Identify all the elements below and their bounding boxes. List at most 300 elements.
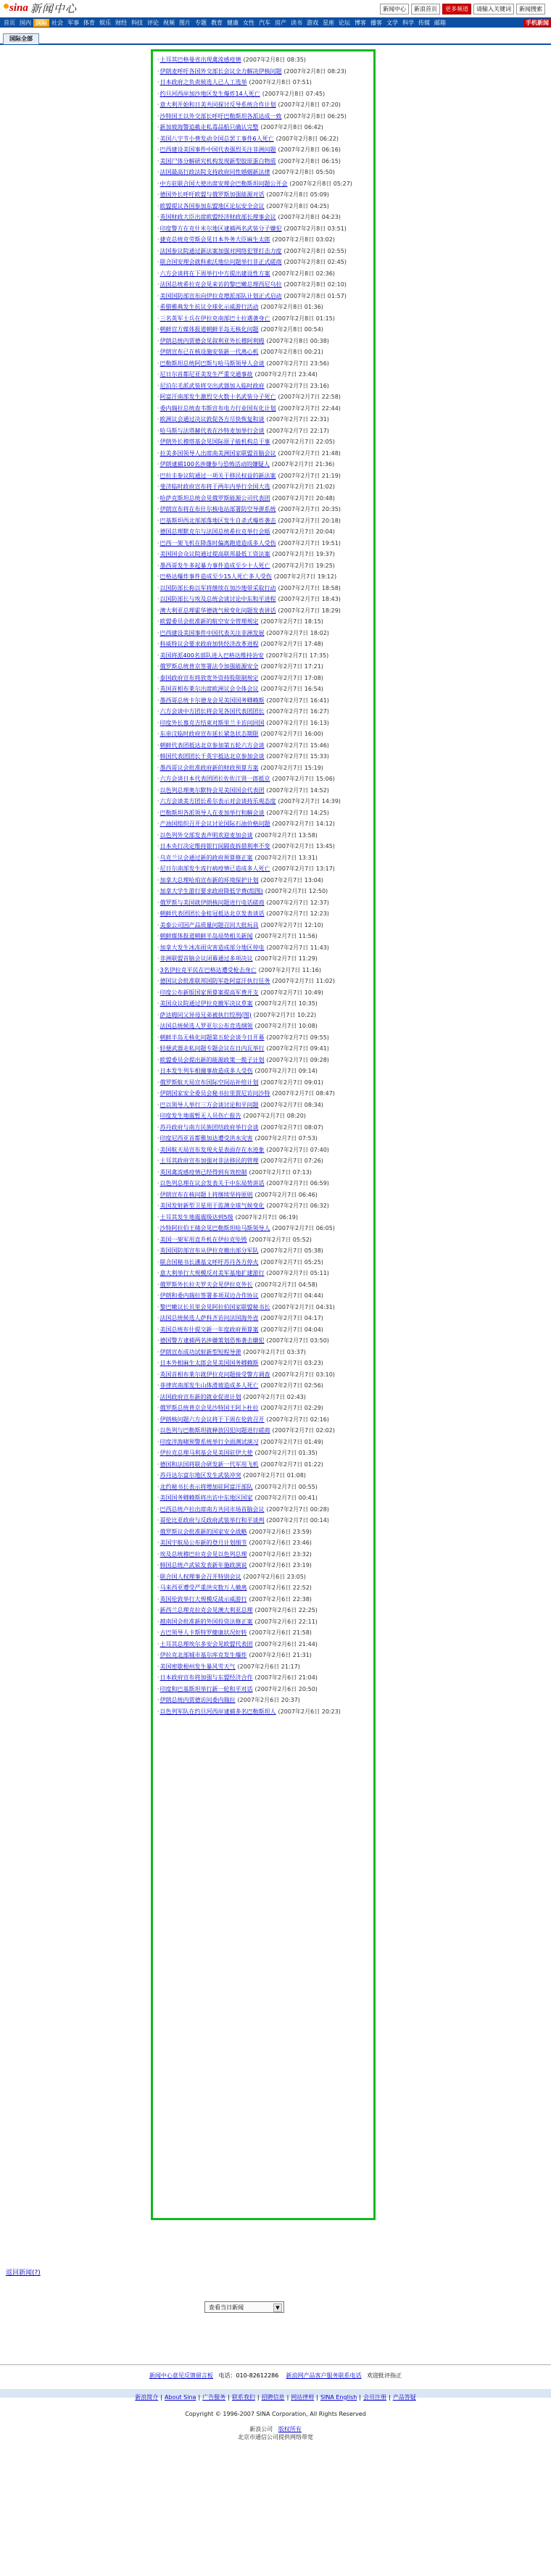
- news-title-link[interactable]: 越南国会批准新的外国投资法修正案: [160, 1618, 253, 1625]
- news-item: [157, 358, 369, 370]
- news-title-link[interactable]: 俄罗斯外长拉夫罗夫会见伊拉克外长: [160, 1281, 253, 1288]
- news-title-link[interactable]: 意大利开始和日美共同探讨反导系统合作计划: [160, 101, 276, 108]
- news-time: (2007年2月7日 07:53): [254, 1135, 318, 1142]
- news-title-link[interactable]: 联合国人权理事会召开特别会议: [160, 1573, 241, 1580]
- news-title-link[interactable]: 巴西总统卢拉出席南方共同市场首脑会议: [160, 1505, 265, 1513]
- news-title-link[interactable]: 美国国防部宣布向伊拉克增派部队计划正式启动: [160, 292, 282, 299]
- nav-item[interactable]: 论坛: [339, 19, 350, 26]
- news-title-link[interactable]: 法国政府宣布新的就业促进计划: [160, 1393, 241, 1400]
- news-title-link[interactable]: 土耳其政府宣布加强对非法移民的管理: [160, 1158, 259, 1164]
- bullet-icon: ·: [157, 1113, 160, 1119]
- news-title-link[interactable]: 捷克总统克劳斯会见日本外务大臣麻生太郎: [160, 236, 270, 243]
- news-title-link[interactable]: 乌克兰议会通过新的政府预算修正案: [160, 854, 253, 861]
- news-title-link[interactable]: 沙特阿拉伯王储会见巴勒斯坦哈马斯领导人: [160, 1225, 270, 1231]
- bullet-icon: ·: [157, 157, 160, 165]
- news-title-link[interactable]: 德国议会批准联邦国防军赴阿富汗执行任务: [160, 978, 270, 984]
- bullet-icon: ·: [157, 1191, 160, 1198]
- bullet-icon: ·: [157, 686, 160, 692]
- news-title-link[interactable]: 产油国组织召开会议讨论国际石油价格问题: [160, 820, 270, 827]
- news-title-link[interactable]: 泰国政府宣布将放宽外资持股限制规定: [160, 674, 259, 681]
- news-title-link[interactable]: 日本央行决定维持银行间隔夜拆借利率不变: [160, 843, 270, 849]
- nav-item[interactable]: 国际: [33, 19, 49, 27]
- news-title-link[interactable]: 英国首相布莱尔出席欧洲议会全体会议: [160, 686, 259, 692]
- news-title-link[interactable]: 朝鲜媒体报道朝鲜半岛局势相关新闻: [160, 933, 253, 939]
- news-item: [157, 1189, 369, 1201]
- news-title-link[interactable]: 以色列外交部发表声明欢迎麦加会谈: [160, 831, 253, 839]
- news-title-link[interactable]: 沙特国王以外交部长呼吁巴勒斯坦各派达成一致: [160, 112, 282, 120]
- bullet-icon: ·: [157, 360, 160, 367]
- bullet-icon: ·: [157, 1697, 160, 1703]
- nav-item[interactable]: 视频: [163, 19, 175, 26]
- news-title-link[interactable]: 印度尼西亚首都雅加达遭受洪水灾害: [160, 1135, 253, 1142]
- news-item: [157, 583, 369, 594]
- bullet-icon: ·: [157, 472, 160, 479]
- news-time: (2007年2月7日 18:29): [278, 607, 341, 614]
- footer-link[interactable]: 产品答疑: [392, 2394, 416, 2401]
- news-title-link[interactable]: 六方会谈中方团长将会见各国代表团团长: [160, 708, 265, 715]
- date-select[interactable]: [204, 2301, 284, 2313]
- nav-item[interactable]: 专题: [195, 19, 207, 26]
- news-title-link[interactable]: 日本发生列车相撞事故造成多人受伤: [160, 1068, 253, 1074]
- news-item: [157, 1470, 369, 1482]
- news-title-link[interactable]: 苏丹政府与南方民族团结政府举行会谈: [160, 1123, 259, 1131]
- news-title-link[interactable]: 韩国代表团团长千英宇抵达北京参加会谈: [160, 753, 265, 760]
- bullet-icon: ·: [157, 1427, 160, 1434]
- news-item: [157, 628, 369, 639]
- news-title-link[interactable]: 伊朗核问题六方会议将于下周在伦敦召开: [160, 1416, 265, 1423]
- news-title-link[interactable]: 朝鲜半岛无核化问题第五轮会谈今日开幕: [160, 1034, 265, 1041]
- news-time: (2007年2月7日 17:08): [260, 674, 323, 681]
- news-title-link[interactable]: 以色列与巴勒斯坦就释放囚犯问题进行磋商: [160, 1427, 270, 1434]
- top-link-sina-home[interactable]: 新浪首页: [411, 4, 440, 14]
- nav-item[interactable]: 女性: [243, 19, 254, 26]
- bullet-icon: ·: [157, 292, 160, 299]
- news-title-link[interactable]: 印度警方在克什米尔地区逮捕两名武装分子嫌犯: [160, 225, 282, 232]
- news-title-link[interactable]: 巴基斯坦西北部部落地区发生自杀式爆炸袭击: [160, 517, 276, 524]
- nav-item[interactable]: 体育: [83, 19, 95, 26]
- bullet-icon: ·: [157, 202, 160, 209]
- news-item: [157, 302, 369, 313]
- news-time: (2007年2月7日 06:59): [266, 1180, 329, 1187]
- news-time: (2007年2月6日 22:11): [254, 1618, 318, 1625]
- top-link-news-center[interactable]: 新闻中心: [380, 4, 409, 14]
- news-title-link[interactable]: 俄罗斯总统普京签署法令加强能源安全: [160, 663, 259, 670]
- bullet-icon: ·: [157, 1382, 160, 1389]
- news-title-link[interactable]: 哈马斯与法塔赫代表在沙特麦加举行会谈: [160, 427, 265, 434]
- news-title-link[interactable]: 法国总统候选人罗亚尔公布竞选纲领: [160, 1023, 253, 1029]
- news-title-link[interactable]: 尼日尔首都尼亚美发生严重交通事故: [160, 371, 253, 378]
- news-title-link[interactable]: 轻便武器走私问题专题会议在日内瓦举行: [160, 1045, 265, 1052]
- nav-item[interactable]: 博客: [355, 19, 366, 26]
- news-title-link[interactable]: 马来西亚遭受严重洪灾数万人撤离: [160, 1584, 247, 1591]
- footer-link[interactable]: 联系我们: [231, 2394, 255, 2401]
- news-item: [157, 863, 369, 875]
- news-item: [157, 336, 369, 347]
- nav-item[interactable]: 教育: [211, 19, 223, 26]
- news-time: (2007年2月7日 04:17): [260, 1315, 323, 1321]
- news-title-link[interactable]: 斐济临时政府宣布将于两年内举行全国大选: [160, 483, 270, 490]
- news-time: (2007年2月7日 06:05): [272, 1225, 335, 1231]
- search-button[interactable]: 新闻搜索: [516, 4, 545, 14]
- news-item: [157, 1672, 369, 1684]
- news-time: (2007年2月7日 15:19): [260, 764, 323, 771]
- news-title-link[interactable]: 俄罗斯与美国就伊朗核问题进行电话磋商: [160, 899, 265, 906]
- news-title-link[interactable]: 巴以领导人举行三方会谈讨论和平问题: [160, 1101, 259, 1108]
- news-title-link[interactable]: 欧盟提议各国参加东盟地区论坛安全会议: [160, 202, 265, 209]
- news-item: [157, 1695, 369, 1706]
- news-time: (2007年2月8日 03:51): [283, 225, 347, 232]
- news-title-link[interactable]: 巴西一架飞机在降落时偏离跑道造成多人受伤: [160, 539, 276, 547]
- bullet-icon: ·: [157, 191, 160, 198]
- footer-link[interactable]: 招聘信息: [261, 2394, 285, 2401]
- bullet-icon: ·: [157, 843, 160, 849]
- news-time: (2007年2月7日 04:31): [272, 1303, 335, 1310]
- news-item: [157, 942, 369, 954]
- nav-item[interactable]: 邮箱: [434, 19, 446, 26]
- nav-item[interactable]: 播客: [370, 19, 382, 26]
- news-title-link[interactable]: 巴勒斯坦各派领导人在麦加举行和解会谈: [160, 809, 265, 816]
- news-title-link[interactable]: 联合国安理会就科索沃地位问题举行非正式磋商: [160, 259, 282, 265]
- news-title-link[interactable]: 英国首相布莱尔就伊拉克问题接受警方调查: [160, 1371, 270, 1378]
- news-title-link[interactable]: 日本外相麻生太郎会见美国国务卿赖斯: [160, 1360, 259, 1366]
- news-time: (2007年2月6日 23:32): [249, 1550, 312, 1558]
- news-title-link[interactable]: 伊朗和委内瑞拉签署多项双边合作协议: [160, 1292, 259, 1299]
- news-time: (2007年2月6日 21:44): [254, 1640, 318, 1648]
- news-title-link[interactable]: 伊朗国家安全委员会秘书拉里贾尼访问沙特: [160, 1090, 270, 1097]
- bullet-icon: ·: [157, 1213, 160, 1221]
- news-title-link[interactable]: 伊拉克北部城市基尔库克发生爆炸: [160, 1652, 247, 1658]
- news-time: (2007年2月7日 02:16): [266, 1416, 329, 1423]
- news-item: [157, 807, 369, 819]
- news-title-link[interactable]: 伊朗宣布成功试射新型短程导弹: [160, 1348, 241, 1355]
- news-title-link[interactable]: 以色列总理在议会发表关于中东局势讲话: [160, 1180, 265, 1187]
- footer-link[interactable]: 广告服务: [202, 2394, 226, 2401]
- separator: |: [257, 2394, 260, 2401]
- news-time: (2007年2月8日 06:22): [276, 135, 339, 142]
- news-item: [157, 481, 369, 493]
- news-title-link[interactable]: 阿富汗南部发生激烈交火数十名武装分子死亡: [160, 394, 276, 400]
- nav-item[interactable]: 评论: [147, 19, 159, 26]
- nav-item[interactable]: 读书: [291, 19, 302, 26]
- news-title-link[interactable]: 美国发射新型卫星用于监测全球气候变化: [160, 1202, 265, 1209]
- news-title-link[interactable]: 欧盟委员会批准新的航空安全管理规定: [160, 618, 259, 625]
- news-title-link[interactable]: 哈萨克斯坦总统会见俄罗斯能源公司代表团: [160, 494, 270, 502]
- news-title-link[interactable]: 德国警方逮捕两名涉嫌策划恐怖袭击嫌犯: [160, 1337, 265, 1344]
- news-title-link[interactable]: 法国总统希拉克会见来访的黎巴嫩总理西尼乌拉: [160, 281, 282, 288]
- news-title-link[interactable]: 美国尸体分解研究机构发现新型胶原蛋白物质: [160, 157, 276, 165]
- news-title-link[interactable]: 土耳其巴格曼省出现禽流感疫情: [160, 57, 241, 63]
- news-time: (2007年2月7日 07:13): [249, 1168, 312, 1176]
- bullet-icon: ·: [157, 326, 160, 333]
- news-title-link[interactable]: 日本政府宣布将加强与东盟经济合作: [160, 1674, 253, 1681]
- news-item: [157, 246, 369, 257]
- news-item: [157, 1324, 369, 1336]
- return-news-link[interactable]: 返回新闻(?): [6, 2269, 41, 2277]
- footer-link[interactable]: 新浪简介: [135, 2394, 159, 2401]
- news-title-link[interactable]: 韩国总统卢武铉发表新年施政演说: [160, 1562, 247, 1569]
- news-title-link[interactable]: 加拿大总理哈珀宣布新的环境保护计划: [160, 876, 259, 884]
- nav-item[interactable]: 游戏: [307, 19, 318, 26]
- news-time: (2007年2月8日 02:10): [283, 281, 347, 288]
- news-title-link[interactable]: 美国总统布什提交新一年度政府预算案: [160, 1326, 259, 1333]
- news-item: [157, 1347, 369, 1358]
- bullet-icon: ·: [157, 899, 160, 906]
- bullet-icon: ·: [157, 1158, 160, 1164]
- news-item: [157, 1245, 369, 1257]
- news-item: [157, 201, 369, 212]
- news-title-link[interactable]: 德国总理默克尔与法国总统希拉克举行会晤: [160, 528, 270, 535]
- nav-item[interactable]: 社会: [51, 19, 63, 26]
- news-item: [157, 257, 369, 268]
- news-title-link[interactable]: 菲律宾南部发生山体滑坡造成多人死亡: [160, 1382, 259, 1389]
- nav-item[interactable]: 星座: [323, 19, 334, 26]
- news-item: [157, 1414, 369, 1426]
- news-title-link[interactable]: 伊朗总统内贾德会见叙利亚外长穆阿利姆: [160, 337, 265, 344]
- news-title-link[interactable]: 美国众议院通过伊拉克撤军决议草案: [160, 1000, 253, 1007]
- news-title-link[interactable]: 英国禽流感疫情已经得到有效控制: [160, 1168, 247, 1176]
- news-item: [157, 841, 369, 852]
- news-title-link[interactable]: 以国防部长与埃及总统会谈讨论中东和平进程: [160, 596, 276, 602]
- news-title-link[interactable]: 美国宇航局公布新的登月计划细节: [160, 1540, 247, 1546]
- news-title-link[interactable]: 以色列军队在约旦河西岸逮捕多名巴勒斯坦人: [160, 1708, 276, 1715]
- news-title-link[interactable]: 法国最高行政法院支持政府同性婚姻新法律: [160, 169, 270, 175]
- news-title-link[interactable]: 科威特议会要求政府加快经济改革进程: [160, 641, 259, 647]
- news-time: (2007年2月7日 06:46): [254, 1191, 318, 1198]
- nav-item[interactable]: 健康: [227, 19, 239, 26]
- news-time: (2007年2月7日 01:49): [260, 1438, 323, 1445]
- news-title-link[interactable]: 德国和法国将联合研发新一代军用飞机: [160, 1461, 259, 1468]
- news-title-link[interactable]: 新西兰总理克拉克会见澳大利亚总理: [160, 1607, 253, 1613]
- news-title-link[interactable]: 埃及总统穆巴拉克会见以色列总理: [160, 1550, 247, 1558]
- news-title-link[interactable]: 欧洲议会通过决议敦促各方尽快恢复和谈: [160, 416, 265, 423]
- news-title-link[interactable]: 三名英军士兵在伊拉克南部巴士拉遇袭身亡: [160, 315, 270, 322]
- news-title-link[interactable]: 意大利举行大规模反对美军基地扩建游行: [160, 1270, 265, 1276]
- news-title-link[interactable]: 美国航天局宣布发现火星表面存在水迹象: [160, 1146, 265, 1153]
- bullet-icon: ·: [157, 506, 160, 512]
- news-title-link[interactable]: 尼泊尔毛派武装将交出武器加入临时政府: [160, 382, 265, 389]
- news-title-link[interactable]: 澳大利亚总理霍华德就气候变化问题发表讲话: [160, 607, 276, 614]
- news-title-link[interactable]: 北约秘书长表示将增加驻阿富汗部队: [160, 1483, 253, 1490]
- news-item: [157, 459, 369, 470]
- bullet-icon: ·: [157, 1461, 160, 1468]
- news-title-link[interactable]: 英国国防部宣布从伊拉克撤出部分军队: [160, 1247, 259, 1254]
- nav-item[interactable]: 文学: [386, 19, 398, 26]
- news-title-link[interactable]: 伊拉克总理马利基会见美国驻伊大使: [160, 1450, 253, 1456]
- bullet-icon: ·: [157, 1079, 160, 1086]
- nav-item[interactable]: 汽车: [259, 19, 270, 26]
- news-title-link[interactable]: 巴西建设美国事件中国代表强烈关注非洲问题: [160, 146, 276, 153]
- news-item: [157, 291, 369, 302]
- bullet-icon: ·: [157, 562, 160, 569]
- news-title-link[interactable]: 尼日尔南部发生流行病疫情已造成多人死亡: [160, 865, 270, 872]
- news-item: [157, 763, 369, 774]
- news-time: (2007年2月7日 06:19): [235, 1213, 299, 1221]
- news-title-link[interactable]: 3名伊拉克平民在巴格达遭受枪击身亡: [160, 966, 257, 973]
- news-time: (2007年2月7日 05:38): [260, 1247, 323, 1254]
- news-item: [157, 1358, 369, 1369]
- tab-international-all[interactable]: 国际全部: [3, 33, 39, 44]
- news-title-link[interactable]: 新加坡海警追截走私毒品船只确认完整: [160, 124, 259, 130]
- news-title-link[interactable]: 印度洋海啸预警系统举行全面测试演习: [160, 1438, 259, 1445]
- bullet-icon: ·: [157, 1640, 160, 1648]
- news-title-link[interactable]: 美国国务卿赖斯将出访中东地区国家: [160, 1495, 253, 1501]
- news-title-link[interactable]: 美国密歇根州发生暴风雪天气: [160, 1663, 236, 1670]
- news-title-link[interactable]: 伊朗逮捕100名涉嫌参与恐怖活动的嫌疑人: [160, 461, 270, 468]
- news-item: [157, 1605, 369, 1616]
- news-time: (2007年2月7日 13:45): [272, 843, 335, 849]
- news-title-link[interactable]: 墨西哥总统卡尔德龙会见美国国务卿赖斯: [160, 697, 265, 704]
- news-title-link[interactable]: 中方驻联合国大使出席安理会巴勒斯坦问题公开会: [160, 180, 288, 187]
- news-title-link[interactable]: 以国防部长称以军将继续在加沙地带采取行动: [160, 584, 276, 591]
- news-item: [157, 66, 369, 78]
- news-title-link[interactable]: 加拿大学生游行要求政府降低学费(组图): [160, 888, 263, 894]
- search-input[interactable]: 请输入关键词: [473, 4, 514, 14]
- news-title-link[interactable]: 伊朗宣布已在核设施安装新一代离心机: [160, 349, 259, 355]
- nav-item[interactable]: 房产: [275, 19, 286, 26]
- news-item: [157, 268, 369, 280]
- news-title-link[interactable]: 印度外长慕克吉结束对斯里兰卡访问回国: [160, 719, 265, 726]
- nav-item[interactable]: 军事: [67, 19, 79, 26]
- nav-item[interactable]: 科学: [402, 19, 414, 26]
- news-title-link[interactable]: 拉美多国领导人出席南美洲国家联盟首脑会议: [160, 449, 276, 457]
- news-title-link[interactable]: 以色列总理奥尔默特会见美国国会代表团: [160, 786, 265, 794]
- top-link-more-channels[interactable]: 更多频道: [442, 4, 471, 14]
- bullet-icon: ·: [157, 247, 160, 254]
- bullet-icon: ·: [157, 1595, 160, 1603]
- news-title-link[interactable]: 俄罗斯总统普京会见沙特国王阿卜杜拉: [160, 1405, 259, 1411]
- bullet-icon: ·: [157, 573, 160, 580]
- footer-divider: [0, 2364, 551, 2365]
- news-time: (2007年2月8日 01:36): [260, 304, 323, 310]
- bullet-icon: ·: [157, 1292, 160, 1299]
- news-time: (2007年2月7日 23:44): [254, 371, 318, 378]
- news-title-link[interactable]: 联合国秘书长潘基文呼吁苏丹各方停火: [160, 1258, 259, 1266]
- news-time: (2007年2月7日 03:37): [243, 1348, 306, 1355]
- news-item: [157, 414, 369, 425]
- news-title-link[interactable]: 六方会谈日本代表团团长佐佐江贤一郎抵京: [160, 776, 270, 782]
- news-title-link[interactable]: 美国一架军用直升机在伊拉克坠毁: [160, 1236, 247, 1243]
- bullet-icon: ·: [157, 517, 160, 524]
- news-title-link[interactable]: 英国伦敦举行大规模反战示威游行: [160, 1595, 247, 1603]
- copyright-link[interactable]: 版权所有: [278, 2426, 302, 2432]
- footer-link[interactable]: 网站律师: [291, 2394, 315, 2401]
- news-title-link[interactable]: 美国将派400名部队进入巴格达维持治安: [160, 652, 264, 659]
- news-title-link[interactable]: 俄罗斯议会批准新的国家安全战略: [160, 1528, 247, 1535]
- bullet-icon: ·: [157, 1123, 160, 1131]
- sina-logo[interactable]: [3, 1, 77, 14]
- chevron-down-icon[interactable]: ▼: [273, 2303, 282, 2312]
- news-title-link[interactable]: 东帝汶临时政府宣布延长紧急状态期限: [160, 731, 259, 737]
- bullet-icon: ·: [157, 1326, 160, 1333]
- news-title-link[interactable]: 法国参议院通过新法案加强对网络犯罪打击力度: [160, 247, 282, 254]
- news-title-link[interactable]: 俄罗斯航天局宣布国际空间站补给计划: [160, 1079, 259, 1086]
- news-title-link[interactable]: 朝鲜代表团团长金桂冠抵达北京发表谈话: [160, 910, 265, 917]
- logo-text: sina: [9, 1, 28, 14]
- news-title-link[interactable]: 土耳其发生地震震级达到5级: [160, 1213, 233, 1221]
- news-title-link[interactable]: 朝鲜官方媒体报道朝鲜半岛无核化问题: [160, 326, 259, 333]
- news-item: [157, 998, 369, 1010]
- nav-item-mobile-news[interactable]: 手机新闻: [523, 19, 551, 27]
- news-item: [157, 661, 369, 673]
- news-time: (2007年2月7日 19:25): [272, 562, 335, 569]
- news-title-link[interactable]: 英国财政大臣出席欧盟经济财政部长理事会议: [160, 214, 276, 220]
- nav-item[interactable]: 娱乐: [99, 19, 111, 26]
- news-title-link[interactable]: 巴格达爆炸事件造成至少15人死亡多人受伤: [160, 573, 272, 580]
- news-title-link[interactable]: 巴西建设美国事件中国代表关注非洲发展: [160, 629, 265, 636]
- news-title-link[interactable]: 伊朗宣布在核问题上将继续坚持原则: [160, 1191, 253, 1198]
- nav-list: [0, 17, 551, 28]
- footer-link[interactable]: SINA English: [320, 2394, 357, 2401]
- news-title-link[interactable]: 墨西哥议会批准政府新的财政预算方案: [160, 764, 259, 771]
- news-title-link[interactable]: 加拿大发生冰冻雨灾害造成部分地区停电: [160, 944, 265, 951]
- news-title-link[interactable]: 德国外长呼吁欧盟与俄罗斯加强能源对话: [160, 191, 265, 198]
- news-item: [157, 897, 369, 909]
- news-title-link[interactable]: 伊朗宣布将在布什尔核电站部署防空导弹系统: [160, 506, 276, 512]
- news-title-link[interactable]: 伊朗总统内贾德访问委内瑞拉: [160, 1697, 236, 1703]
- news-title-link[interactable]: 巴拉圭参议院通过一项关于移民权益的新法案: [160, 472, 276, 479]
- news-title-link[interactable]: 约旦河西岸加沙地区发生爆炸14人死亡: [160, 90, 260, 97]
- news-title-link[interactable]: 六方会谈将在下周举行中方提出建设性方案: [160, 270, 270, 277]
- news-title-link[interactable]: 朝鲜代表团抵达北京参加第五轮六方会谈: [160, 741, 265, 749]
- news-time: (2007年2月7日 02:29): [260, 1405, 323, 1411]
- news-title-link[interactable]: 土耳其总理埃尔多安会见欧盟代表团: [160, 1640, 253, 1648]
- news-title-link[interactable]: 非洲联盟首脑会议闭幕通过多项决议: [160, 955, 253, 962]
- footer-link[interactable]: 会员注册: [363, 2394, 386, 2401]
- footer-link[interactable]: About Sina: [164, 2394, 196, 2401]
- news-title-link[interactable]: 印度和巴基斯坦举行新一轮和平对话: [160, 1685, 253, 1692]
- news-title-link[interactable]: 哥伦比亚政府与反政府武装举行和平谈判: [160, 1517, 265, 1524]
- bullet-icon: ·: [157, 641, 160, 647]
- news-title-link[interactable]: 美国八字节小费发动全国总罢工事件6人死亡: [160, 135, 274, 142]
- nav-item[interactable]: 传媒: [418, 19, 430, 26]
- news-item: [157, 279, 369, 291]
- news-item: [157, 1302, 369, 1313]
- nav-item[interactable]: 科技: [131, 19, 143, 26]
- news-time: (2007年2月8日 07:20): [278, 101, 341, 108]
- customer-service-link[interactable]: 新浪网产品客户服务联系电话: [286, 2372, 362, 2379]
- news-title-link[interactable]: 墨西哥发生多起暴力事件造成至少十人死亡: [160, 562, 270, 569]
- news-title-link[interactable]: 六方会谈美方团长希尔表示对会谈持乐观态度: [160, 798, 276, 805]
- nav-item[interactable]: 财经: [115, 19, 127, 26]
- news-title-link[interactable]: 古巴领导人卡斯特罗健康状况好转: [160, 1629, 247, 1636]
- news-title-link[interactable]: 希腊雅典发生抗议全球化示威游行活动: [160, 304, 259, 310]
- news-time: (2007年2月7日 22:44): [278, 404, 341, 412]
- news-title-link[interactable]: 印度发生地震暂无人员伤亡报告: [160, 1113, 241, 1119]
- news-item: [157, 1223, 369, 1234]
- nav-item[interactable]: 图片: [179, 19, 191, 26]
- news-title-link[interactable]: 法国总统候选人萨科齐访问法国海外省: [160, 1315, 259, 1321]
- news-title-link[interactable]: 日本政府之负责候选人已人工选举: [160, 79, 247, 86]
- news-item: [157, 1492, 369, 1504]
- news-title-link[interactable]: 美泰公司因产品质量问题召回大批玩具: [160, 921, 259, 928]
- news-title-link[interactable]: 委内瑞拉总统查韦斯宣布电力行业国有化计划: [160, 404, 276, 412]
- news-title-link[interactable]: 黎巴嫩议长贝里会见阿拉伯国家联盟秘书长: [160, 1303, 270, 1310]
- nav-item[interactable]: 首页: [4, 19, 15, 26]
- news-title-link[interactable]: 美国国会众议院通过提高联邦最低工资法案: [160, 551, 270, 557]
- news-title-link[interactable]: 巴勒斯坦总统阿巴斯与哈马斯领导人会谈: [160, 360, 265, 367]
- feedback-link[interactable]: 新闻中心意见反馈留言板: [149, 2372, 213, 2379]
- nav-item[interactable]: 国内: [20, 19, 31, 26]
- news-title-link[interactable]: 欧盟委员会提出新的能源政策一揽子计划: [160, 1056, 265, 1063]
- news-time: (2007年2月7日 20:48): [272, 494, 335, 502]
- news-item: [157, 1043, 369, 1055]
- news-title-link[interactable]: 萨达姆同父异母兄弟被执行绞刑(图): [160, 1011, 252, 1018]
- news-title-link[interactable]: 苏丹达尔富尔地区发生武装冲突: [160, 1472, 241, 1479]
- news-time: (2007年2月7日 02:02): [272, 1427, 335, 1434]
- news-title-link[interactable]: 伊朗外长穆塔基会见国际原子能机构总干事: [160, 439, 270, 445]
- news-title-link[interactable]: 印度公布新版国家预算案提高军费开支: [160, 989, 259, 996]
- news-title-link[interactable]: 伊朗麦呼吁各国外交部长会议全力解决伊核问题: [160, 67, 282, 75]
